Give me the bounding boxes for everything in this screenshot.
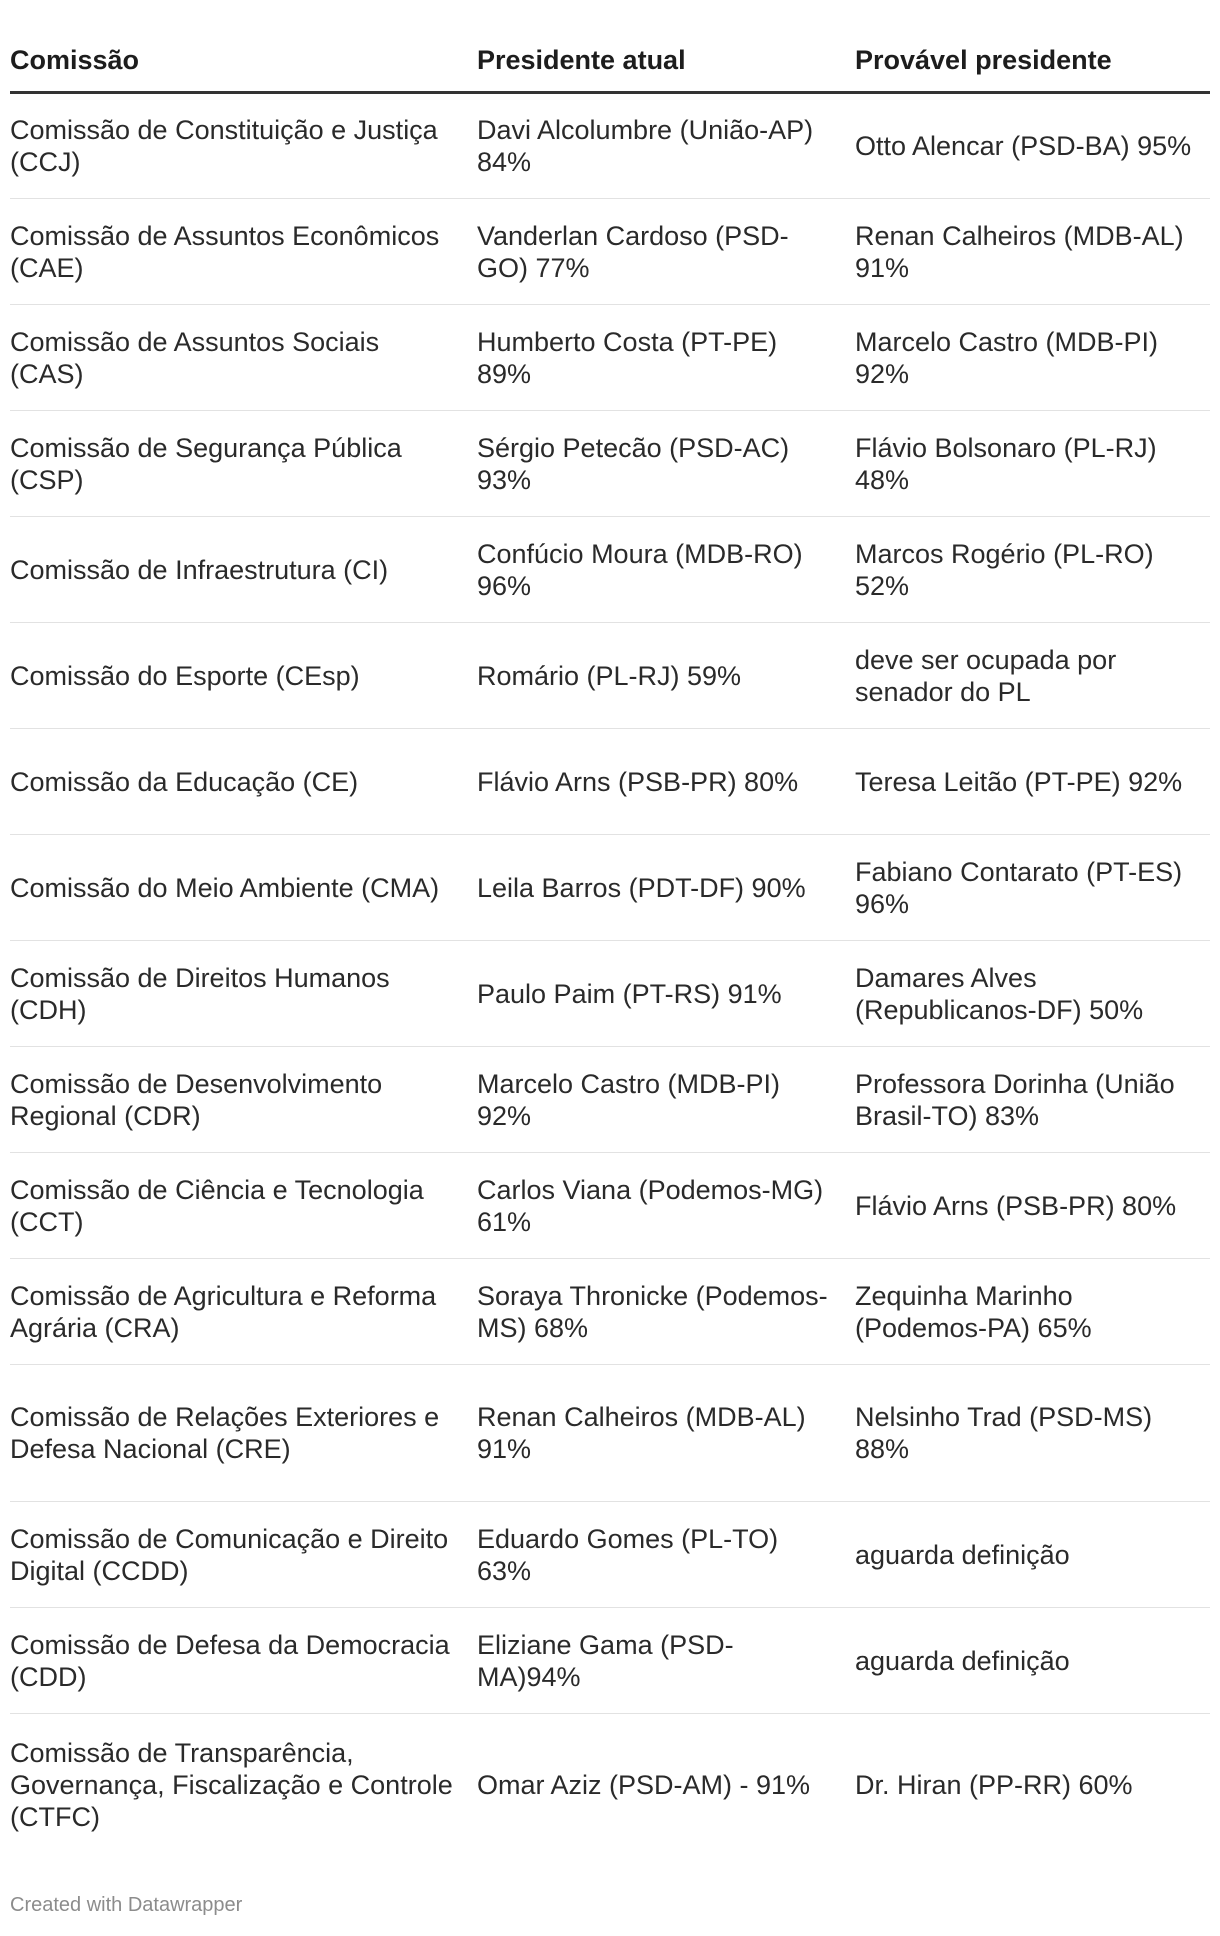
cell-presidente-atual: Vanderlan Cardoso (PSD-GO) 77%: [477, 199, 855, 305]
table-row: [10, 305, 1210, 411]
cell-presidente-atual: Eduardo Gomes (PL-TO) 63%: [477, 1502, 855, 1608]
cell-comissao: Comissão de Ciência e Tecnologia (CCT): [10, 1153, 477, 1259]
cell-provavel-presidente: Nelsinho Trad (PSD-MS) 88%: [855, 1365, 1210, 1502]
cell-comissao: Comissão da Educação (CE): [10, 729, 477, 835]
cell-comissao: Comissão de Infraestrutura (CI): [10, 517, 477, 623]
cell-provavel-presidente: Zequinha Marinho (Podemos-PA) 65%: [855, 1259, 1210, 1365]
cell-presidente-atual: Omar Aziz (PSD-AM) - 91%: [477, 1769, 811, 1800]
cell-provavel-presidente: Damares Alves (Republicanos-DF) 50%: [855, 941, 1210, 1047]
cell-presidente-atual: Leila Barros (PDT-DF) 90%: [477, 835, 855, 941]
cell-comissao: Comissão de Assuntos Econômicos (CAE): [10, 199, 477, 305]
cell-comissao: Comissão de Direitos Humanos (CDH): [10, 941, 477, 1047]
cell-presidente-atual: Confúcio Moura (MDB-RO) 96%: [477, 517, 855, 623]
header-provavel-presidente: Provável presidente: [855, 0, 1210, 93]
table-row: [10, 1502, 1210, 1608]
table-row: [10, 941, 1210, 1047]
cell-provavel-presidente: Marcos Rogério (PL-RO) 52%: [855, 517, 1210, 623]
cell-comissao: Comissão de Transparência, Governança, Fiscalização e Controle (CTFC): [10, 1737, 453, 1832]
table-row: [10, 1608, 1210, 1714]
cell-provavel-presidente: Renan Calheiros (MDB-AL) 91%: [855, 199, 1210, 305]
datawrapper-credit: Created with Datawrapper: [10, 1894, 243, 1916]
cell-presidente-atual: Eliziane Gama (PSD-MA)94%: [477, 1608, 855, 1714]
cell-presidente-atual: Sérgio Petecão (PSD-AC) 93%: [477, 411, 855, 517]
cell-provavel-presidente: Marcelo Castro (MDB-PI) 92%: [855, 305, 1210, 411]
cell-provavel-presidente: deve ser ocupada por senador do PL: [855, 623, 1210, 729]
cell-provavel-presidente: aguarda definição: [855, 1502, 1210, 1608]
cell-presidente-atual: Davi Alcolumbre (União-AP) 84%: [477, 93, 855, 199]
cell-provavel-presidente: Flávio Arns (PSB-PR) 80%: [855, 1153, 1210, 1259]
cell-comissao: Comissão de Comunicação e Direito Digital (CCDD): [10, 1502, 477, 1608]
cell-comissao: Comissão de Desenvolvimento Regional (CDR): [10, 1047, 477, 1153]
cell-presidente-atual: Renan Calheiros (MDB-AL) 91%: [477, 1365, 855, 1502]
cell-comissao: Comissão do Meio Ambiente (CMA): [10, 835, 477, 941]
table-row: [10, 1365, 1210, 1502]
cell-provavel-presidente: aguarda definição: [855, 1608, 1210, 1714]
cell-presidente-atual: Flávio Arns (PSB-PR) 80%: [477, 729, 855, 835]
cell-comissao: Comissão de Assuntos Sociais (CAS): [10, 305, 477, 411]
cell-comissao: Comissão de Relações Exteriores e Defesa Nacional (CRE): [10, 1365, 477, 1502]
table-row: [10, 1153, 1210, 1259]
table-row: [10, 517, 1210, 623]
cell-comissao: Comissão de Defesa da Democracia (CDD): [10, 1608, 477, 1714]
table-row: [10, 1047, 1210, 1153]
cell-provavel-presidente: Flávio Bolsonaro (PL-RJ) 48%: [855, 411, 1210, 517]
cell-presidente-atual: Romário (PL-RJ) 59%: [477, 623, 855, 729]
table-row: [10, 93, 1210, 199]
cell-presidente-atual: Marcelo Castro (MDB-PI) 92%: [477, 1047, 855, 1153]
cell-presidente-atual: Humberto Costa (PT-PE) 89%: [477, 305, 855, 411]
table-header-row: [10, 0, 1210, 93]
table-row: [10, 1259, 1210, 1365]
cell-comissao: Comissão de Agricultura e Reforma Agrária (CRA): [10, 1259, 477, 1365]
cell-provavel-presidente: Dr. Hiran (PP-RR) 60%: [855, 1769, 1133, 1800]
header-comissao: Comissão: [10, 0, 477, 93]
cell-provavel-presidente: Professora Dorinha (União Brasil-TO) 83%: [855, 1047, 1210, 1153]
table-row: [10, 835, 1210, 941]
table-row: [10, 411, 1210, 517]
cell-presidente-atual: Soraya Thronicke (Podemos-MS) 68%: [477, 1259, 855, 1365]
cell-comissao: Comissão de Segurança Pública (CSP): [10, 411, 477, 517]
cell-comissao: Comissão do Esporte (CEsp): [10, 623, 477, 729]
cell-presidente-atual: Paulo Paim (PT-RS) 91%: [477, 941, 855, 1047]
cell-provavel-presidente: Otto Alencar (PSD-BA) 95%: [855, 93, 1210, 199]
cell-comissao: Comissão de Constituição e Justiça (CCJ): [10, 93, 477, 199]
committee-table-container: [10, 0, 1210, 1855]
committee-table: [10, 0, 1210, 1855]
cell-provavel-presidente: Fabiano Contarato (PT-ES) 96%: [855, 835, 1210, 941]
cell-presidente-atual: Carlos Viana (Podemos-MG) 61%: [477, 1153, 855, 1259]
table-row: [10, 623, 1210, 729]
table-row: [10, 199, 1210, 305]
table-row: [10, 729, 1210, 835]
header-presidente-atual: Presidente atual: [477, 0, 855, 93]
cell-provavel-presidente: Teresa Leitão (PT-PE) 92%: [855, 729, 1210, 835]
table-row: [10, 1714, 1210, 1856]
